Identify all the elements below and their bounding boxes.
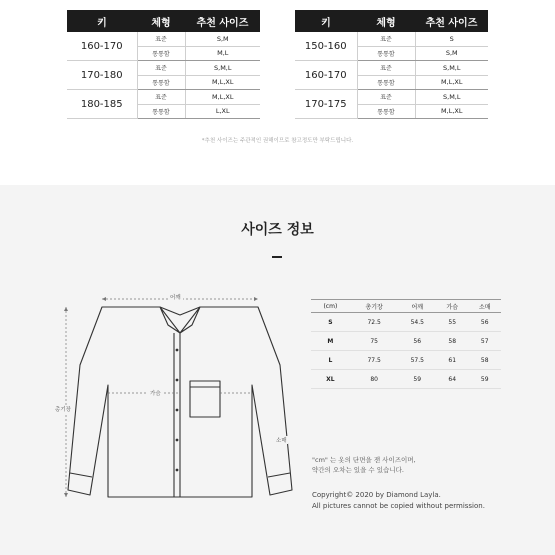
header-height: 키 bbox=[67, 10, 137, 32]
height-range: 170-180 bbox=[67, 61, 137, 90]
measurement-table bbox=[311, 299, 501, 389]
header-unit: (cm) bbox=[311, 300, 350, 313]
header-chest: 가슴 bbox=[436, 300, 469, 313]
table-row bbox=[311, 351, 501, 370]
height-range: 150-160 bbox=[295, 32, 357, 61]
body-type: 통통함 bbox=[137, 104, 185, 119]
recommend-table-right bbox=[295, 10, 488, 119]
shoulder-cell: 57.5 bbox=[399, 351, 436, 370]
shoulder-cell: 56 bbox=[399, 332, 436, 351]
sleeve-label: 소매 bbox=[276, 438, 287, 444]
body-type: 통통함 bbox=[357, 46, 415, 61]
size-cell: S bbox=[311, 313, 350, 332]
chest-cell: 64 bbox=[436, 370, 469, 389]
body-type: 통통함 bbox=[357, 104, 415, 119]
height-range: 160-170 bbox=[295, 61, 357, 90]
body-type: 표준 bbox=[137, 61, 185, 76]
recommended-size: L,XL bbox=[185, 104, 260, 119]
shirt-pocket bbox=[190, 381, 220, 417]
table-row bbox=[311, 313, 501, 332]
copyright-line: All pictures cannot be copied without permission. bbox=[312, 501, 485, 510]
sleeve-cell: 56 bbox=[468, 313, 501, 332]
length-cell: 80 bbox=[350, 370, 399, 389]
chest-cell: 55 bbox=[436, 313, 469, 332]
table-row bbox=[311, 332, 501, 351]
height-range: 170-175 bbox=[295, 90, 357, 119]
recommended-size: S,M,L bbox=[415, 90, 488, 105]
body-type: 통통함 bbox=[357, 75, 415, 90]
recommended-size: S bbox=[415, 32, 488, 46]
body-type: 통통함 bbox=[137, 75, 185, 90]
recommended-size: M,L,XL bbox=[415, 75, 488, 90]
size-cell: M bbox=[311, 332, 350, 351]
measurement-notes bbox=[312, 455, 416, 475]
height-range: 180-185 bbox=[67, 90, 137, 119]
length-cell: 75 bbox=[350, 332, 399, 351]
body-type: 표준 bbox=[357, 61, 415, 76]
header-recommended-size: 추천 사이즈 bbox=[185, 10, 260, 32]
body-type: 표준 bbox=[357, 32, 415, 46]
recommended-size: S,M,L bbox=[185, 61, 260, 76]
copyright bbox=[312, 490, 485, 511]
body-type: 표준 bbox=[357, 90, 415, 105]
recommended-size: M,L bbox=[185, 46, 260, 61]
table-row bbox=[311, 370, 501, 389]
sleeve-cell: 59 bbox=[468, 370, 501, 389]
header-sleeve: 소매 bbox=[468, 300, 501, 313]
recommendation-footnote: *추천 사이즈는 주관적인 권해이므로 참고정도만 부탁드립니다. bbox=[201, 138, 354, 144]
recommended-size: M,L,XL bbox=[415, 104, 488, 119]
recommend-table-left bbox=[67, 10, 260, 119]
header-height: 키 bbox=[295, 10, 357, 32]
chest-label: 가슴 bbox=[150, 391, 161, 397]
note-line: "cm" 는 옷의 단면을 잰 사이즈이며, bbox=[312, 456, 416, 464]
shoulder-cell: 54.5 bbox=[399, 313, 436, 332]
shoulder-cell: 59 bbox=[399, 370, 436, 389]
body-type: 표준 bbox=[137, 32, 185, 46]
copyright-line: Copyright© 2020 by Diamond Layla. bbox=[312, 491, 441, 499]
header-body-type: 체형 bbox=[137, 10, 185, 32]
length-cell: 72.5 bbox=[350, 313, 399, 332]
header-shoulder: 어깨 bbox=[399, 300, 436, 313]
chest-cell: 58 bbox=[436, 332, 469, 351]
recommended-size: S,M,L bbox=[415, 61, 488, 76]
title-divider bbox=[272, 256, 282, 258]
header-length: 총기장 bbox=[350, 300, 399, 313]
size-cell: L bbox=[311, 351, 350, 370]
note-line: 약간의 오차는 있을 수 있습니다. bbox=[312, 466, 404, 474]
body-type: 표준 bbox=[137, 90, 185, 105]
recommended-size: M,L,XL bbox=[185, 90, 260, 105]
shirt-diagram bbox=[30, 285, 300, 520]
header-recommended-size: 추천 사이즈 bbox=[415, 10, 488, 32]
height-range: 160-170 bbox=[67, 32, 137, 61]
sleeve-cell: 58 bbox=[468, 351, 501, 370]
length-cell: 77.5 bbox=[350, 351, 399, 370]
chest-cell: 61 bbox=[436, 351, 469, 370]
shirt-placket bbox=[174, 333, 180, 497]
header-body-type: 체형 bbox=[357, 10, 415, 32]
recommended-size: S,M bbox=[185, 32, 260, 46]
sleeve-cell: 57 bbox=[468, 332, 501, 351]
shirt-collar bbox=[160, 307, 200, 333]
recommended-size: M,L,XL bbox=[185, 75, 260, 90]
length-label: 총기장 bbox=[55, 407, 71, 413]
shoulder-label: 어깨 bbox=[170, 295, 181, 301]
recommended-size: S,M bbox=[415, 46, 488, 61]
size-cell: XL bbox=[311, 370, 350, 389]
size-info-title: 사이즈 정보 bbox=[241, 222, 314, 238]
body-type: 통통함 bbox=[137, 46, 185, 61]
